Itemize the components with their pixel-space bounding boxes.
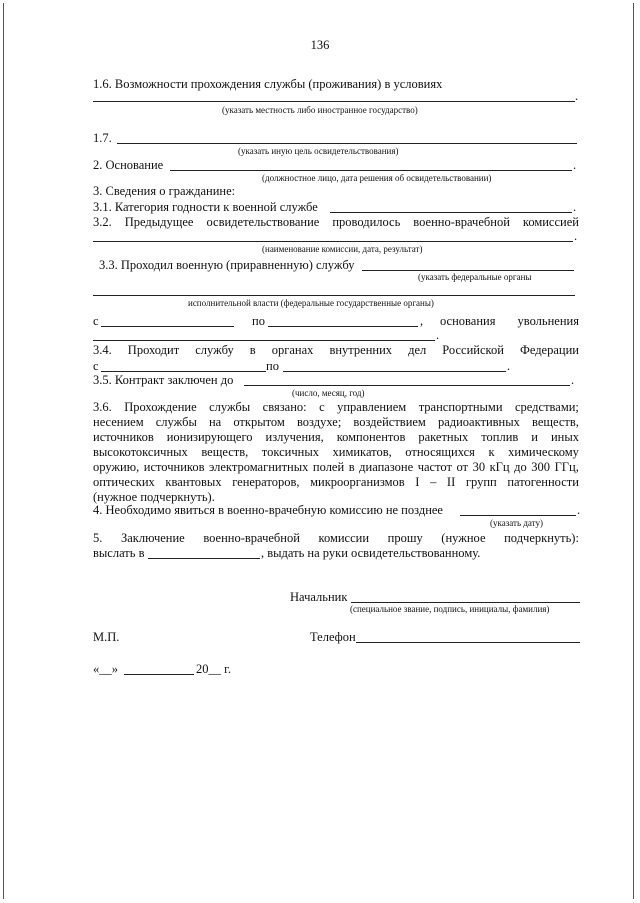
seal-label: М.П. bbox=[93, 630, 120, 644]
word: воздухе; bbox=[296, 415, 342, 429]
word: от bbox=[456, 460, 469, 474]
word: диапазоне bbox=[359, 460, 414, 474]
word: веществ, bbox=[201, 445, 249, 459]
word: средствами; bbox=[514, 400, 579, 414]
section-5-handover-label: , выдать на руки освидетельствованному. bbox=[261, 546, 481, 560]
word: проводилось bbox=[332, 215, 401, 229]
period: . bbox=[571, 373, 575, 387]
item-3-4-from-line[interactable] bbox=[101, 371, 266, 372]
word: I bbox=[415, 475, 420, 489]
service-to-line[interactable] bbox=[268, 326, 418, 327]
word: дел bbox=[408, 343, 427, 357]
word: прошу bbox=[387, 531, 423, 545]
period: . bbox=[577, 503, 581, 517]
word: радиоактивных bbox=[437, 415, 520, 429]
word: в bbox=[348, 460, 355, 474]
word: генераторов, bbox=[232, 475, 300, 489]
word: полей bbox=[312, 460, 345, 474]
item-3-6-line-2 bbox=[93, 415, 579, 429]
phone-label: Телефон bbox=[310, 630, 356, 644]
section-1-7-label: 1.7. bbox=[93, 131, 112, 145]
period: . bbox=[573, 158, 577, 172]
word: источников bbox=[143, 460, 205, 474]
page-number: 136 bbox=[310, 38, 330, 52]
service-from-line[interactable] bbox=[101, 326, 234, 327]
chief-signature-line[interactable] bbox=[351, 602, 580, 603]
service-to-label: по bbox=[252, 314, 265, 328]
item-3-3-hint2: исполнительной власти (федеральные государственные органы) bbox=[188, 298, 434, 308]
item-3-6-line-4 bbox=[93, 445, 579, 459]
word: веществ, bbox=[532, 415, 579, 429]
word: 30 bbox=[472, 460, 486, 474]
section-1-6-label: 1.6. Возможности прохождения службы (проживания) в условиях bbox=[93, 77, 443, 91]
word: Российской bbox=[442, 343, 504, 357]
phone-line[interactable] bbox=[356, 642, 580, 643]
comma: , bbox=[420, 314, 424, 328]
item-3-4-from-label: с bbox=[93, 359, 99, 373]
item-3-3-line2[interactable] bbox=[93, 295, 575, 296]
word: и bbox=[531, 430, 538, 444]
word: 3.2. bbox=[93, 215, 112, 229]
date-day: «__» bbox=[93, 662, 118, 676]
word: 300 bbox=[531, 460, 551, 474]
word: транспортными bbox=[418, 400, 503, 414]
section-4-date-line[interactable] bbox=[460, 515, 576, 516]
item-3-3-hint1: (указать федеральные органы bbox=[418, 272, 532, 282]
word: в bbox=[249, 343, 256, 357]
word: ракетных bbox=[418, 430, 469, 444]
section-4-label: 4. Необходимо явиться в военно-врачебную комиссию не позднее bbox=[93, 503, 443, 517]
word: Прохождение bbox=[124, 400, 197, 414]
word: электромагнитных bbox=[209, 460, 309, 474]
section-2-hint: (должностное лицо, дата решения об освидетельствовании) bbox=[262, 173, 492, 183]
word: ГГц, bbox=[554, 460, 579, 474]
chief-hint: (специальное звание, подпись, инициалы, фамилия) bbox=[350, 604, 550, 614]
word: токсичных bbox=[261, 445, 319, 459]
word: несением bbox=[93, 415, 144, 429]
section-3-heading: 3. Сведения о гражданине: bbox=[93, 184, 236, 198]
word: относящихся bbox=[405, 445, 475, 459]
item-3-1-label: 3.1. Категория годности к военной службе bbox=[93, 200, 318, 214]
section-1-7-line[interactable] bbox=[117, 143, 577, 144]
period: . bbox=[574, 229, 578, 243]
word: химическому bbox=[508, 445, 579, 459]
word: Проходит bbox=[127, 343, 180, 357]
date-month-line[interactable] bbox=[124, 674, 194, 675]
item-3-3-label: 3.3. Проходил военную (приравненную) службу bbox=[99, 258, 355, 272]
word: патогенности bbox=[507, 475, 579, 489]
word: на bbox=[208, 415, 222, 429]
word: увольнения bbox=[517, 314, 579, 328]
section-2-label: 2. Основание bbox=[93, 158, 164, 172]
date-year: 20__ г. bbox=[196, 662, 231, 676]
word: оружию, bbox=[93, 460, 140, 474]
word: комиссией bbox=[522, 215, 579, 229]
word: иных bbox=[550, 430, 579, 444]
word: 3.6. bbox=[93, 400, 112, 414]
item-3-2-line1 bbox=[93, 215, 579, 229]
word: квантовых bbox=[165, 475, 222, 489]
dismissal-reason-label bbox=[440, 314, 579, 328]
word: II bbox=[446, 475, 456, 489]
word: военно-врачебной bbox=[203, 531, 300, 545]
word: ионизирующего bbox=[166, 430, 253, 444]
item-3-1-line[interactable] bbox=[330, 212, 572, 213]
item-3-4-line1 bbox=[93, 343, 579, 357]
word: службы bbox=[155, 415, 197, 429]
word: внутренних bbox=[329, 343, 393, 357]
word: управлением bbox=[337, 400, 407, 414]
word: Заключение bbox=[120, 531, 185, 545]
word: 3.4. bbox=[93, 343, 112, 357]
section-1-6-hint: (указать местность либо иностранное государство) bbox=[222, 105, 418, 115]
word: Федерации bbox=[519, 343, 579, 357]
word: к bbox=[488, 445, 495, 459]
word: до bbox=[514, 460, 527, 474]
item-3-6-line-5 bbox=[93, 460, 579, 474]
word: – bbox=[430, 475, 437, 489]
section-5-send-line[interactable] bbox=[148, 558, 260, 559]
word: излучения, bbox=[265, 430, 324, 444]
word: с bbox=[319, 400, 325, 414]
period: . bbox=[436, 328, 440, 342]
word: воздействием bbox=[353, 415, 426, 429]
word: высокотоксичных bbox=[93, 445, 188, 459]
word: (нужное bbox=[441, 531, 486, 545]
item-3-5-line[interactable] bbox=[244, 385, 570, 386]
dismissal-reason-line[interactable] bbox=[93, 340, 435, 341]
section-1-6-line[interactable] bbox=[93, 101, 575, 102]
word: топлив bbox=[481, 430, 519, 444]
section-4-hint: (указать дату) bbox=[490, 518, 543, 528]
section-2-line[interactable] bbox=[170, 170, 572, 171]
item-3-6-line-3 bbox=[93, 430, 579, 444]
word: комиссии bbox=[318, 531, 370, 545]
word: Предыдущее bbox=[124, 215, 194, 229]
item-3-5-label: 3.5. Контракт заключен до bbox=[93, 373, 234, 387]
item-3-6-line-1 bbox=[93, 400, 579, 414]
item-3-6-line-6 bbox=[93, 475, 579, 489]
item-3-4-to-line[interactable] bbox=[283, 371, 506, 372]
period: . bbox=[575, 89, 579, 103]
word: военно-врачебной bbox=[413, 215, 510, 229]
item-3-2-line[interactable] bbox=[93, 241, 573, 242]
service-from-label: с bbox=[93, 314, 99, 328]
word: органах bbox=[271, 343, 314, 357]
word: открытом bbox=[233, 415, 285, 429]
word: групп bbox=[465, 475, 497, 489]
period: . bbox=[573, 200, 577, 214]
word: частот bbox=[417, 460, 452, 474]
word: источников bbox=[93, 430, 154, 444]
section-1-7-hint: (указать иную цель освидетельствования) bbox=[238, 146, 399, 156]
word: подчеркнуть): bbox=[504, 531, 579, 545]
item-3-4-to-label: по bbox=[266, 359, 279, 373]
chief-label: Начальник bbox=[290, 590, 348, 604]
word: 5. bbox=[93, 531, 103, 545]
item-3-6-last-line: (нужное подчеркнуть). bbox=[93, 490, 215, 504]
word: оптических bbox=[93, 475, 155, 489]
word: основания bbox=[440, 314, 496, 328]
word: освидетельствование bbox=[206, 215, 320, 229]
word: связано: bbox=[262, 400, 307, 414]
section-5-line1 bbox=[93, 531, 579, 545]
section-5-send-label: выслать в bbox=[93, 546, 145, 560]
item-3-5-hint: (число, месяц, год) bbox=[292, 388, 365, 398]
word: службу bbox=[195, 343, 234, 357]
word: компонентов bbox=[336, 430, 406, 444]
word: химикатов, bbox=[332, 445, 392, 459]
word: службы bbox=[209, 400, 251, 414]
period: . bbox=[507, 359, 511, 373]
word: микроорганизмов bbox=[310, 475, 405, 489]
word: кГц bbox=[489, 460, 510, 474]
item-3-3-line[interactable] bbox=[362, 270, 574, 271]
item-3-2-hint: (наименование комиссии, дата, результат) bbox=[262, 244, 423, 254]
